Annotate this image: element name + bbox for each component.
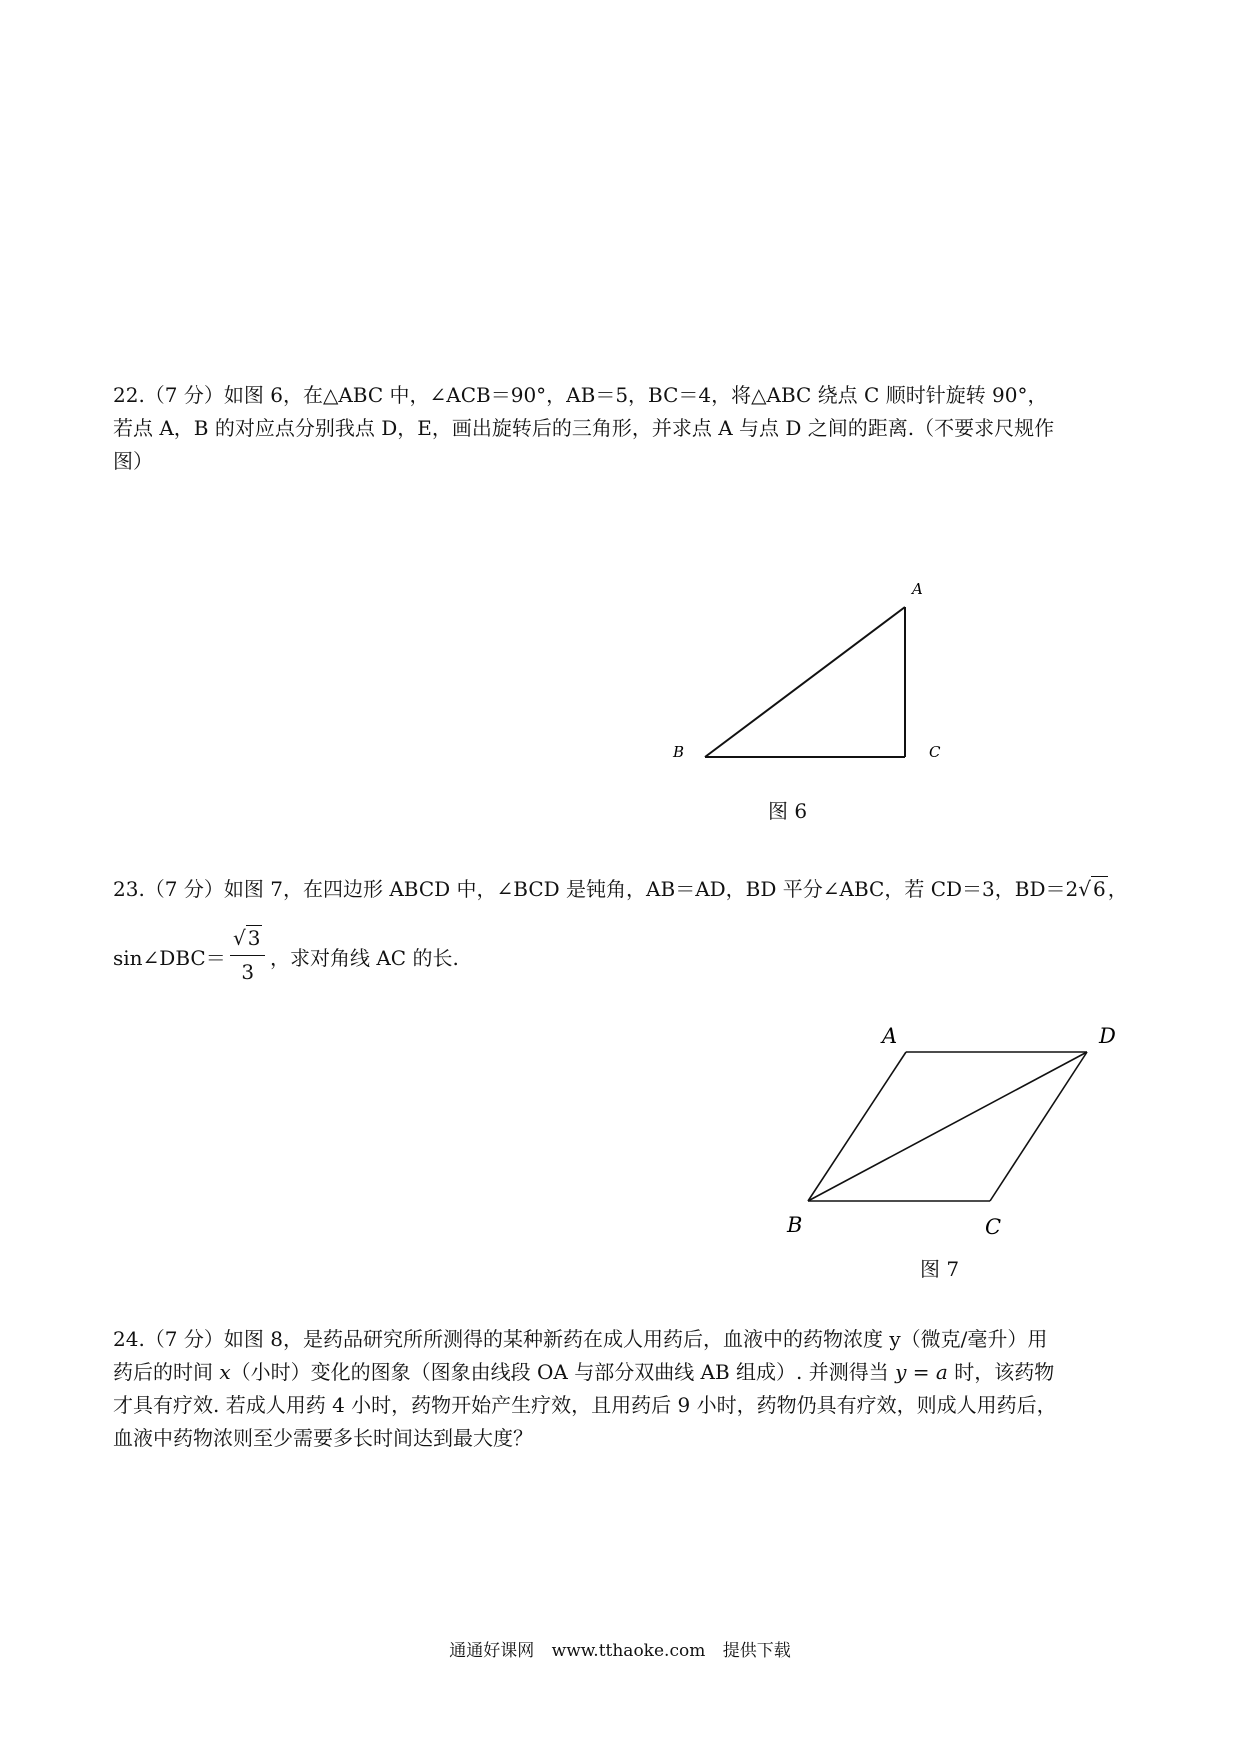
question-24-line-2-a: 药后的时间 [113,1360,213,1384]
figure-6-caption: 图 6 [768,799,808,823]
question-23-line-1-end: ， [1107,877,1128,901]
footer-site-name: 通通好课网 [449,1641,535,1661]
figure-6-label-b: B [673,743,685,761]
sin-dbc-prefix: sin∠DBC＝ [113,946,226,970]
question-23-text: 23.（7 分）如图 7，在四边形 ABCD 中，∠BCD 是钝角，AB＝AD，BD 平分∠ABC，若 CD＝3，BD＝ [113,877,1066,901]
figure-7-caption: 图 7 [920,1257,960,1281]
variable-x: x [219,1360,231,1384]
figure-7-label-c: C [985,1215,1002,1239]
bd-coefficient: 2 [1065,877,1079,901]
numerator-radicand: 3 [247,926,261,950]
page-footer [0,1636,1240,1661]
fraction-denominator: 3 [241,960,255,984]
figure-6-label-a: A [912,580,923,598]
bd-radicand: 6 [1092,877,1106,901]
segment-bd [808,1052,1087,1201]
figure-7-label-d: D [1099,1024,1116,1048]
variable-a: a [935,1360,948,1384]
equals-sign: = [906,1360,936,1384]
figure-6-label-c: C [929,743,941,761]
figure-7-label-a: A [882,1024,898,1048]
question-22-line-3: 图） [113,449,153,473]
footer-suffix: 提供下载 [722,1641,791,1661]
question-24-line-2-b: （小时）变化的图象（图象由线段 OA 与部分双曲线 AB 组成）. 并测得当 [230,1360,889,1384]
question-24-line-3: 才具有疗效. 若成人用药 4 小时，药物开始产生疗效，且用药后 9 小时，药物仍具有疗效，则成人用药后， [113,1393,1057,1417]
segment-ab [808,1052,906,1201]
question-22-line-1: 22.（7 分）如图 6，在△ABC 中，∠ACB＝90°，AB＝5，BC＝4，将△ABC 绕点 C 顺时针旋转 90°， [113,383,1048,407]
sqrt-symbol: √ [1078,877,1091,901]
question-24-line-2 [113,1356,1133,1389]
segment-cd [990,1052,1087,1201]
variable-y: y [895,1360,907,1384]
figure-7-label-b: B [787,1213,803,1237]
question-23-line-2-rest: ，求对角线 AC 的长. [270,946,459,970]
question-24-line-2-c: 时，该药物 [954,1360,1055,1384]
question-24-line-4: 血液中药物浓则至少需要多长时间达到最大度？ [113,1426,533,1450]
sqrt-symbol: √ [233,926,246,950]
question-22-line-2: 若点 A，B 的对应点分别我点 D，E，画出旋转后的三角形，并求点 A 与点 D 之间的距离.（不要求尺规作 [113,416,1055,440]
question-24 [113,1323,1133,1455]
footer-url: www.tthaoke.com [551,1641,706,1661]
question-24-line-1: 24.（7 分）如图 8，是药品研究所所测得的某种新药在成人用药后，血液中的药物浓度 y（微克/毫升）用 [113,1327,1048,1351]
